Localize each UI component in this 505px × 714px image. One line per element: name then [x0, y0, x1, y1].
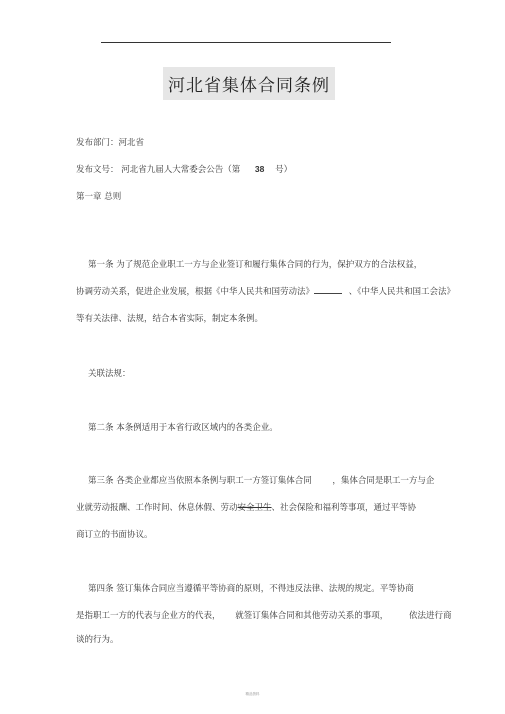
article-3-line-2-b: 、社会保险和福利等事项，通过平等协: [271, 503, 417, 513]
header-rule: [101, 42, 391, 43]
chapter-heading: 第一章 总则: [76, 192, 122, 202]
article-4-line-2-a: 是指职工一方的代表与企业方的代表，: [76, 611, 221, 621]
related-laws-label: 关联法规：: [88, 369, 131, 379]
doc-number-prefix: 发布文号： 河北省九届人大常委会公告（第: [76, 165, 241, 175]
article-4-line-2-b: 就签订集体合同和其他劳动关系的事项，: [235, 611, 389, 621]
doc-number-line: [76, 163, 292, 175]
article-3-line-1-a: 第三条 各类企业都应当依照本条例与职工一方签订集体合同: [88, 476, 312, 486]
article-3-line-2-a: 业就劳动报酬、工作时间、休息休假、劳动: [76, 503, 238, 513]
article-1-line-2-a: 协调劳动关系，促进企业发展，根据《中华人民共和国劳动法》: [76, 287, 315, 297]
article-4-line-2: [76, 609, 451, 621]
article-3-line-2: [76, 501, 416, 513]
article-4-line-1: 第四条 签订集体合同应当遵循平等协商的原则，不得违反法律、法规的规定。平等协商: [88, 584, 414, 594]
doc-number-suffix: 号）: [275, 165, 293, 175]
article-2-line-1: 第二条 本条例适用于本省行政区域内的各类企业。: [88, 423, 278, 433]
article-3-struck-text: 安全卫生: [237, 503, 272, 513]
article-1-line-2: [76, 285, 455, 297]
document-title: [163, 67, 335, 100]
footer-label: 精品资料: [245, 692, 260, 696]
article-4-line-2-c: 依法进行商: [408, 611, 452, 621]
article-3-line-1-b: ，集体合同是职工一方与企: [332, 476, 435, 486]
article-1-blank: [314, 285, 342, 294]
article-3-line-1: [88, 474, 434, 486]
doc-number-value: 38: [254, 164, 265, 174]
article-1-line-1: 第一条 为了规范企业职工一方与企业签订和履行集体合同的行为，保护双方的合法权益，: [88, 260, 423, 270]
article-3-line-3: 商订立的书面协议。: [76, 530, 153, 540]
article-4-line-3: 谈的行为。: [76, 635, 119, 645]
title-text: 河北省集体合同条例: [168, 76, 330, 96]
article-1-line-3: 等有关法律、法规，结合本省实际，制定本条例。: [76, 314, 264, 324]
article-1-line-2-b: 、《中华人民共和国工会法》: [348, 287, 455, 297]
publisher-line: 发布部门：河北省: [76, 138, 145, 148]
